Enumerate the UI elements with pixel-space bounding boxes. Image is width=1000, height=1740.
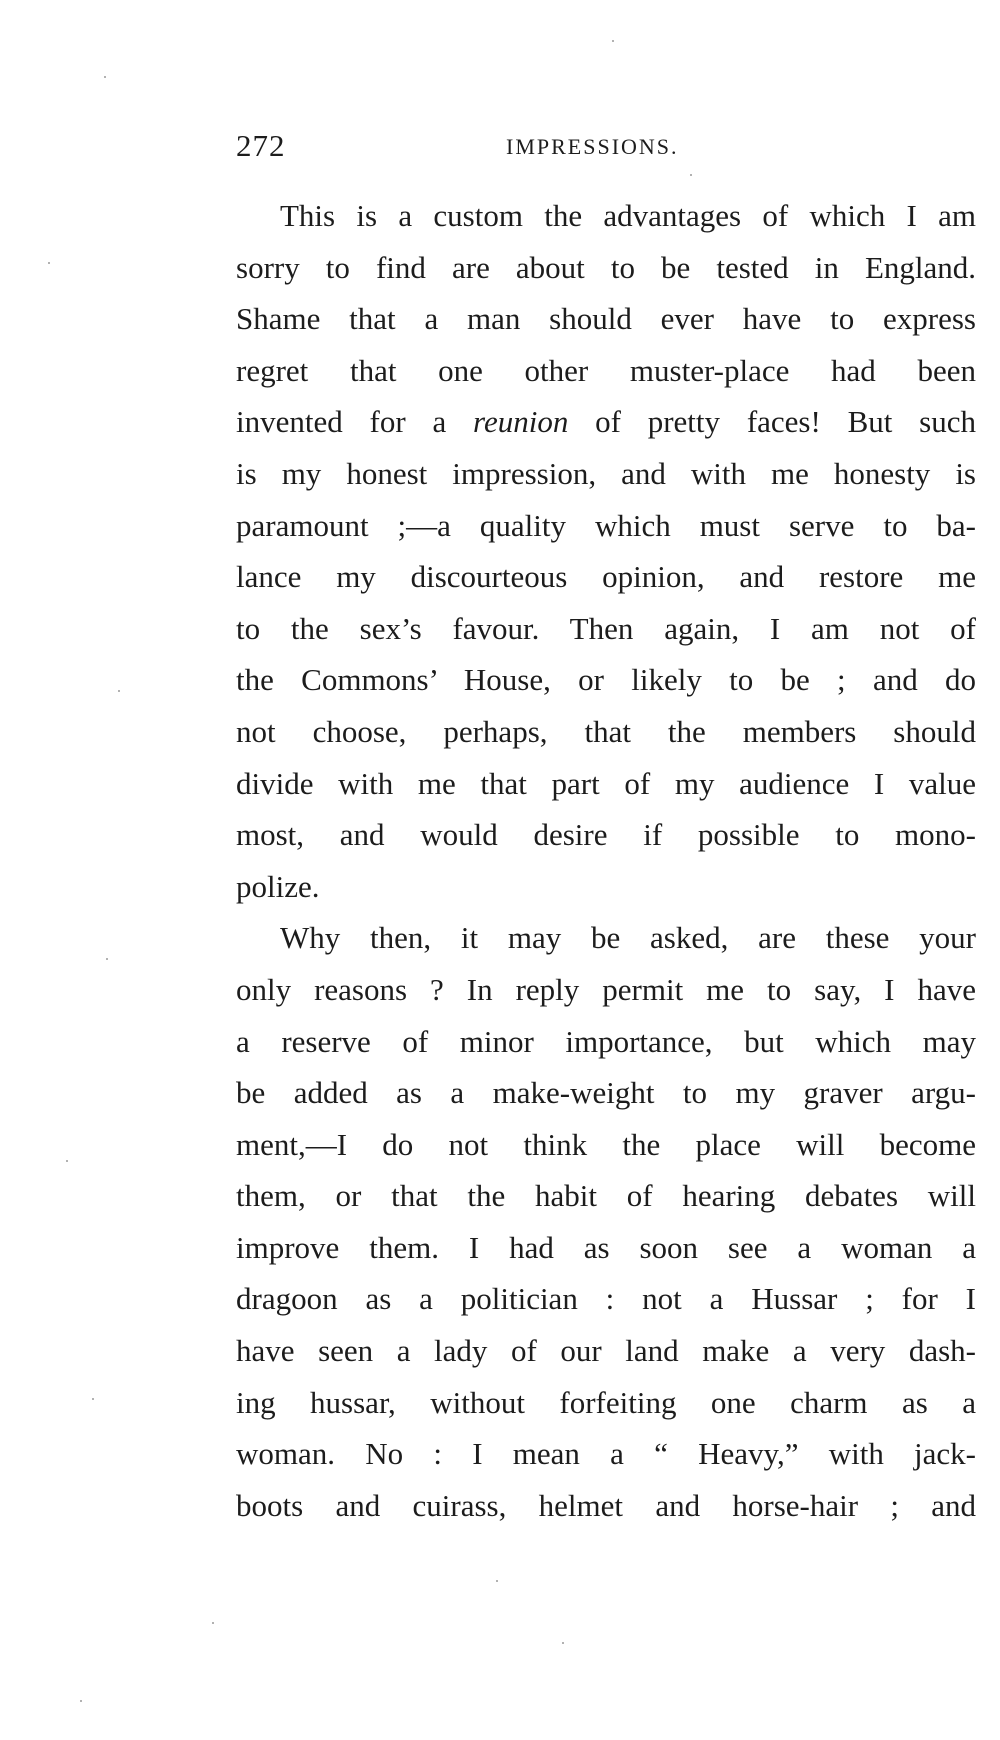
scan-speck	[92, 1398, 94, 1400]
scan-speck	[104, 76, 106, 78]
text-line: paramount ;—a quality which must serve to ba-	[236, 507, 976, 543]
page-header	[236, 128, 976, 168]
scan-speck	[496, 1580, 498, 1582]
text-line: regret that one other muster-place had been	[236, 352, 976, 388]
scan-speck	[562, 1642, 564, 1644]
text-line: divide with me that part of my audience I value	[236, 765, 976, 801]
text-line: Shame that a man should ever have to express	[236, 301, 976, 337]
paragraph-2	[236, 912, 976, 1531]
scan-speck	[80, 1700, 82, 1702]
text-line: ing hussar, without forfeiting one charm as a	[236, 1384, 976, 1420]
text-line: only reasons ? In reply permit me to say, I have	[236, 971, 976, 1007]
text-line: sorry to find are about to be tested in England.	[236, 249, 976, 285]
text-line: have seen a lady of our land make a very dash-	[236, 1333, 976, 1369]
text-line: improve them. I had as soon see a woman a	[236, 1229, 976, 1265]
text-line: polize.	[236, 868, 320, 904]
scan-speck	[690, 174, 692, 176]
text-segment: of pretty faces! But such	[568, 404, 977, 440]
text-line: boots and cuirass, helmet and horse-hair ; and	[236, 1487, 976, 1523]
scan-speck	[612, 40, 614, 42]
scan-speck	[212, 1622, 214, 1624]
italic-word: reunion	[473, 404, 569, 440]
text-line: not choose, perhaps, that the members should	[236, 713, 976, 749]
text-line: woman. No : I mean a “ Heavy,” with jack-	[236, 1436, 976, 1472]
body-text	[236, 190, 976, 1531]
text-segment: invented for a	[236, 404, 474, 440]
text-line: be added as a make-weight to my graver argu-	[236, 1075, 976, 1111]
text-line: them, or that the habit of hearing debates will	[236, 1178, 976, 1214]
text-line: is my honest impression, and with me honesty is	[236, 455, 976, 491]
text-line: This is a custom the advantages of which I am	[280, 198, 976, 233]
text-line: lance my discourteous opinion, and restore me	[236, 559, 976, 595]
scan-speck	[48, 262, 50, 264]
text-line: dragoon as a politician : not a Hussar ; for I	[236, 1281, 976, 1317]
text-line	[236, 396, 976, 448]
running-head: IMPRESSIONS.	[506, 134, 679, 159]
text-line: the Commons’ House, or likely to be ; and do	[236, 662, 976, 698]
text-line: a reserve of minor importance, but which may	[236, 1023, 976, 1059]
paragraph-1	[236, 190, 976, 912]
scan-speck	[106, 958, 108, 960]
text-line: most, and would desire if possible to mono-	[236, 817, 976, 853]
text-line: ment,—I do not think the place will become	[236, 1126, 976, 1162]
text-line: to the sex’s favour. Then again, I am not of	[236, 610, 976, 646]
text-line: Why then, it may be asked, are these your	[280, 920, 976, 956]
page-number: 272	[236, 128, 286, 163]
scan-speck	[66, 1160, 68, 1162]
scan-speck	[118, 690, 120, 692]
